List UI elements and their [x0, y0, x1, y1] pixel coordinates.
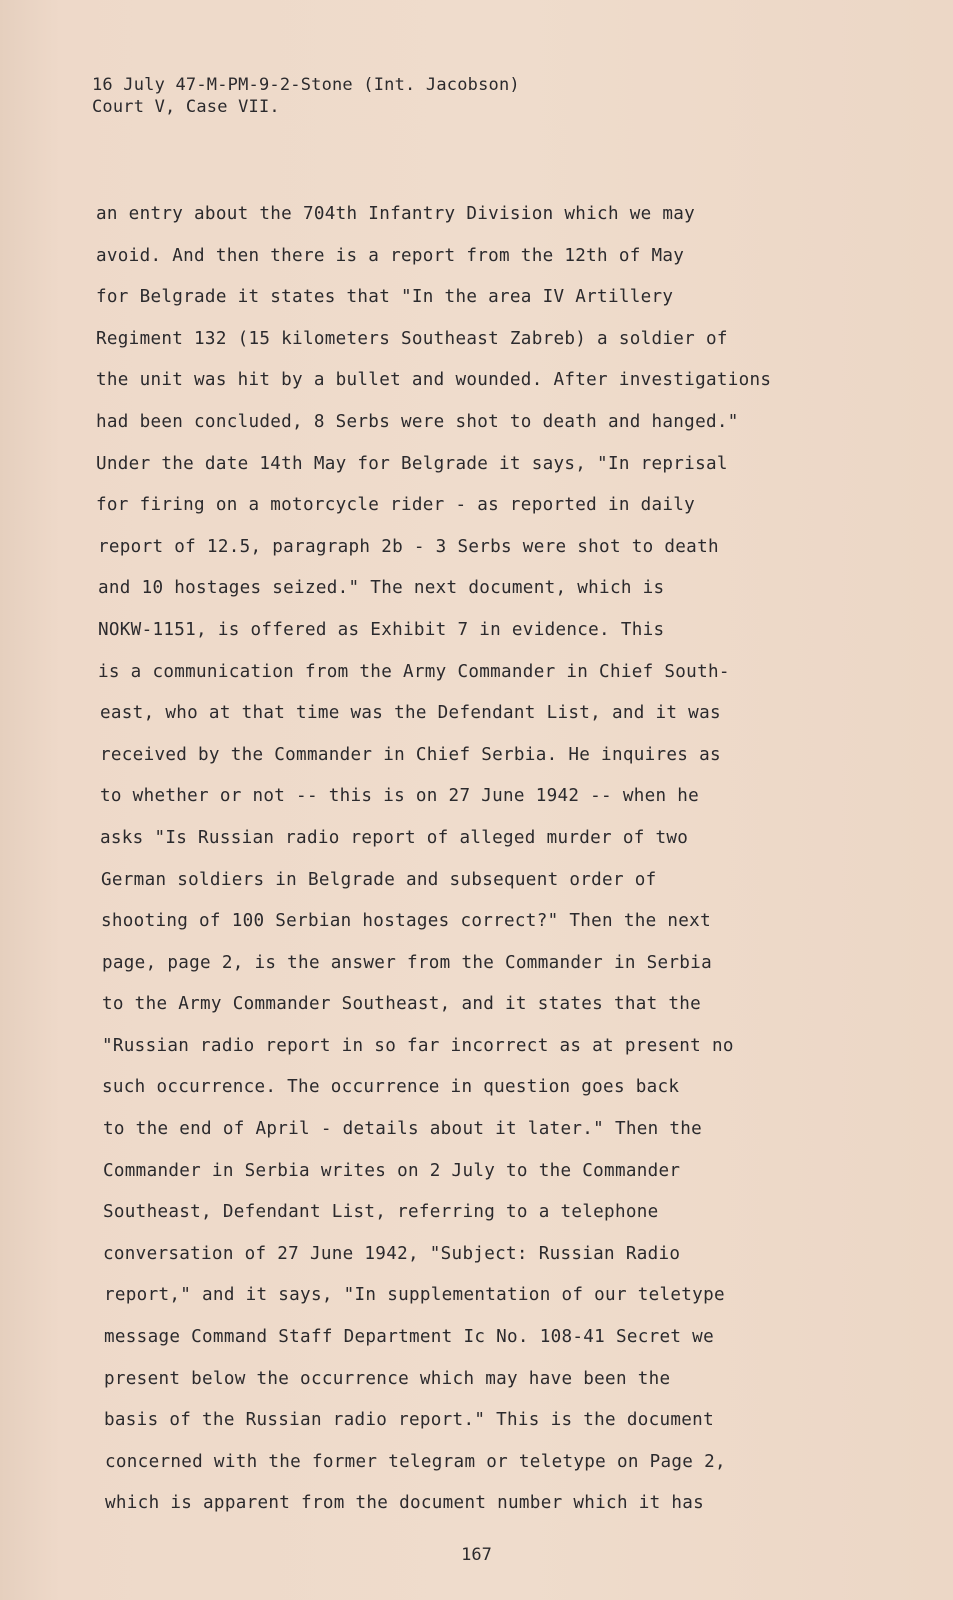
text-line: "Russian radio report in so far incorrect as at present no: [102, 1035, 734, 1056]
text-line: received by the Commander in Chief Serbia. He inquires as: [100, 744, 721, 765]
text-line: report," and it says, "In supplementation of our teletype: [104, 1285, 725, 1306]
text-line: conversation of 27 June 1942, "Subject: Russian Radio: [103, 1243, 681, 1264]
text-line: such occurrence. The occurrence in question goes back: [102, 1077, 680, 1098]
text-line: shooting of 100 Serbian hostages correct?" Then the next: [101, 911, 711, 932]
text-line: Commander in Serbia writes on 2 July to the Commander: [103, 1160, 681, 1181]
page-number: 167: [461, 1545, 492, 1565]
text-line: basis of the Russian radio report." This is the document: [104, 1410, 714, 1431]
text-line: east, who at that time was the Defendant List, and it was: [100, 703, 721, 724]
header-session-line: 16 July 47-M-PM-9-2-Stone (Int. Jacobson): [92, 75, 520, 95]
text-line: present below the occurrence which may have been the: [104, 1368, 671, 1389]
text-line: had been concluded, 8 Serbs were shot to death and hanged.": [96, 411, 739, 432]
header-court-line: Court V, Case VII.: [92, 97, 280, 117]
text-line: page, page 2, is the answer from the Commander in Serbia: [102, 952, 712, 973]
text-line: report of 12.5, paragraph 2b - 3 Serbs were shot to death: [98, 536, 719, 557]
text-line: an entry about the 704th Infantry Division which we may: [96, 204, 696, 224]
text-line: to the end of April - details about it later." Then the: [103, 1119, 703, 1140]
text-line: for Belgrade it states that "In the area IV Artillery: [96, 287, 674, 308]
text-line: to the Army Commander Southeast, and it states that the: [102, 994, 702, 1015]
text-line: is a communication from the Army Commander in Chief South-: [98, 661, 730, 682]
text-line: to whether or not -- this is on 27 June 1942 -- when he: [100, 786, 700, 807]
text-line: which is apparent from the document number which it has: [105, 1493, 705, 1514]
transcript-body: [96, 194, 916, 1525]
text-line: concerned with the former telegram or teletype on Page 2,: [105, 1451, 726, 1472]
text-line: asks "Is Russian radio report of alleged murder of two: [100, 827, 689, 848]
text-line: the unit was hit by a bullet and wounded. After investigations: [96, 370, 772, 391]
document-header: [92, 74, 520, 118]
text-line: and 10 hostages seized." The next document, which is: [98, 578, 665, 599]
text-line: NOKW-1151, is offered as Exhibit 7 in evidence. This: [98, 619, 665, 640]
text-line: Southeast, Defendant List, referring to a telephone: [103, 1202, 659, 1223]
text-line: avoid. And then there is a report from the 12th of May: [96, 245, 685, 266]
text-line: for firing on a motorcycle rider - as reported in daily: [96, 495, 696, 516]
text-line: Regiment 132 (15 kilometers Southeast Zabreb) a soldier of: [96, 328, 728, 349]
text-line: German soldiers in Belgrade and subsequent order of: [101, 869, 657, 890]
text-line: Under the date 14th May for Belgrade it says, "In reprisal: [96, 453, 728, 474]
text-line: message Command Staff Department Ic No. 108-41 Secret we: [104, 1327, 714, 1348]
